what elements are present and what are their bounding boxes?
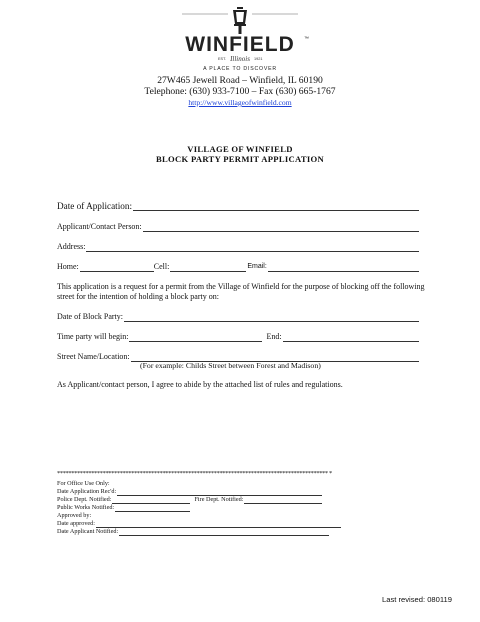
address-row [57,242,419,252]
cell-phone-field[interactable] [170,263,246,272]
date-approved-label: Date approved: [57,520,95,527]
home-phone-field[interactable] [80,263,154,272]
date-notified-row [57,528,329,536]
website-link[interactable]: http://www.villageofwinfield.com [188,98,292,107]
date-received-label: Date Application Rec'd: [57,488,117,495]
date-received-row [57,488,322,496]
time-row [57,332,419,342]
logo-state: Illinois [230,55,250,63]
lamp-post-icon [233,7,247,34]
email-field[interactable] [268,263,419,272]
logo-name: WINFIELD [185,33,295,56]
office-separator: *********************************************************************************************** * [57,470,332,477]
date-notified-label: Date Applicant Notified: [57,528,119,535]
logo-year: 1921 [254,57,263,61]
winfield-logo [0,4,480,74]
approved-by-label: Approved by: [57,512,92,519]
fire-label: Fire Dept. Notified: [194,496,244,503]
request-paragraph: This application is a request for a permit from the Village of Winfield for the purpose of blocking off the following street for the intention of holding a block party on: [57,282,425,301]
date-approved-row [57,520,341,528]
date-approved-field[interactable] [96,521,341,528]
contact-row [57,262,419,272]
fire-field[interactable] [244,497,322,504]
police-field[interactable] [112,497,190,504]
public-works-row [57,504,190,512]
block-party-date-label: Date of Block Party: [57,312,123,321]
email-label: Email: [247,263,267,270]
block-party-date-field[interactable] [124,313,419,322]
date-of-application-label: Date of Application: [57,201,133,211]
cell-label: Cell: [153,262,170,271]
address-phone: Telephone: (630) 933-7100 – Fax (630) 665-1767 [144,86,336,97]
date-of-application-field[interactable] [133,202,419,211]
logo-tm: ™ [304,36,309,42]
time-end-field[interactable] [283,333,419,342]
address-label: Address: [57,242,86,251]
time-end-label: End: [266,332,282,341]
police-fire-row [57,496,322,504]
police-label: Police Dept. Notified: [57,496,112,503]
logo-est: EST. [218,57,227,61]
date-of-application-row [57,201,419,211]
address-url-wrap [0,97,480,108]
form-title-line1: VILLAGE OF WINFIELD [187,144,293,154]
street-example: (For example: Childs Street between Forest and Madison) [140,361,321,370]
public-works-field[interactable] [115,505,190,512]
applicant-label: Applicant/Contact Person: [57,222,142,231]
home-label: Home: [57,262,79,271]
date-received-field[interactable] [117,489,322,496]
applicant-row [57,222,419,232]
approved-by-row [57,512,91,520]
address-field[interactable] [86,243,419,252]
last-revised: Last revised: 080119 [382,595,452,604]
public-works-label: Public Works Notified: [57,504,115,511]
office-header: For Office Use Only: [57,480,110,487]
applicant-field[interactable] [143,223,419,232]
address-street: 27W465 Jewell Road – Winfield, IL 60190 [157,75,323,86]
block-party-date-row [57,312,419,322]
date-notified-field[interactable] [119,529,329,536]
street-label: Street Name/Location: [57,352,130,361]
form-title-line2: BLOCK PARTY PERMIT APPLICATION [155,154,325,164]
agreement-text: As Applicant/contact person, I agree to abide by the attached list of rules and regulations. [57,380,343,389]
logo-tagline: A PLACE TO DISCOVER [203,66,277,72]
time-begin-label: Time party will begin: [57,332,129,341]
time-begin-field[interactable] [129,333,262,342]
